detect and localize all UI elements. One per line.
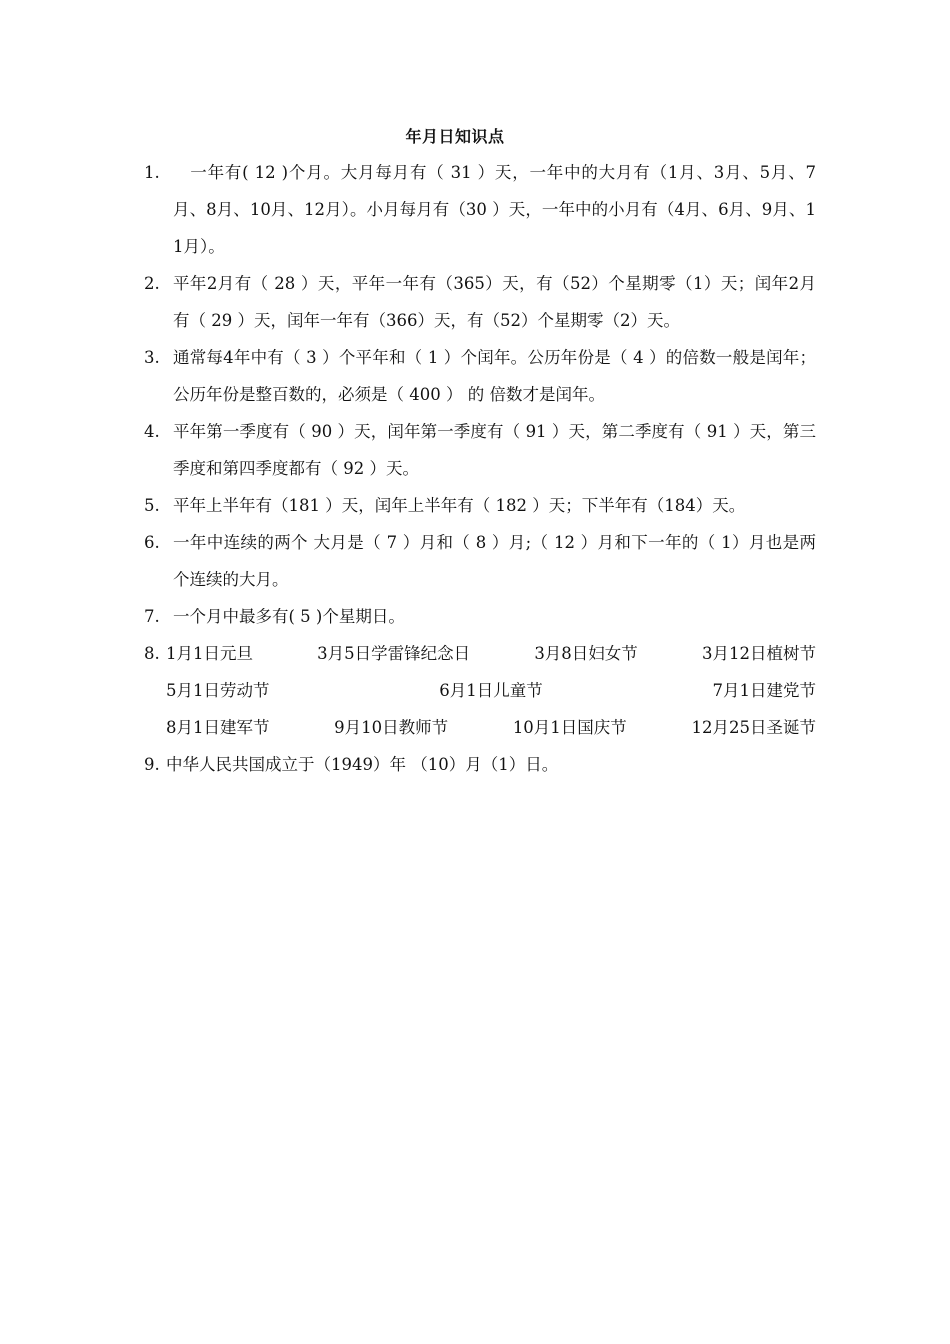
festival-entry: 7月1日建党节: [712, 681, 816, 700]
festival-entry: 3月12日植树节: [701, 644, 816, 663]
item-text: 平年第一季度有（ 90 ）天，闰年第一季度有（ 91 ）天，第二季度有（ 91 ）天，第三季度和第四季度都有（ 92 ）天。: [173, 422, 816, 478]
festival-row: [166, 635, 816, 672]
festival-entry: 6月1日儿童节: [439, 681, 543, 700]
knowledge-list: [144, 154, 816, 783]
festival-list-item: [144, 635, 816, 746]
festival-row: [166, 709, 816, 746]
item-number: 7.: [144, 607, 160, 626]
item-number: 1.: [144, 163, 160, 182]
page-title: 年月日知识点: [405, 127, 505, 146]
festival-entry: 12月25日圣诞节: [691, 718, 816, 737]
list-item: [144, 487, 816, 524]
item-text: 平年上半年有（181 ）天，闰年上半年有（ 182 ）天；下半年有（184）天。: [173, 496, 746, 515]
item-text: 中华人民共国成立于（1949）年 （10）月（1）日。: [166, 755, 559, 774]
item-text: 一年中连续的两个 大月是（ 7 ）月和（ 8 ）月;（ 12 ）月和下一年的（ 1）月也是两个连续的大月。: [173, 533, 816, 589]
item-number: 6.: [144, 533, 160, 552]
item-text: 一年有( 12 )个月。大月每月有（ 31 ）天，一年中的大月有（1月、3月、5月、7月、8月、10月、12月）。小月每月有（30 ）天，一年中的小月有（4月、6月、9月、11月）。: [173, 163, 816, 256]
festival-entry: 5月1日劳动节: [166, 681, 270, 700]
list-item: [144, 154, 816, 265]
item-number: 8.: [144, 644, 160, 663]
list-item: [144, 524, 816, 598]
item-text: 平年2月有（ 28 ）天，平年一年有（365）天，有（52）个星期零（1）天；闰年2月有（ 29 ）天，闰年一年有（366）天，有（52）个星期零（2）天。: [173, 274, 816, 330]
item-text: 一个月中最多有( 5 )个星期日。: [173, 607, 405, 626]
festival-entries: [166, 635, 816, 746]
list-item: [144, 413, 816, 487]
list-item: [144, 746, 816, 783]
festival-entry: 8月1日建军节: [166, 718, 270, 737]
festival-row: [166, 672, 816, 709]
item-number: 3.: [144, 348, 160, 367]
item-number: 2.: [144, 274, 160, 293]
festival-entry: 1月1日元旦: [166, 644, 253, 663]
festival-entry: 3月8日妇女节: [534, 644, 638, 663]
festival-entry: 3月5日学雷锋纪念日: [317, 644, 471, 663]
list-item: [144, 598, 816, 635]
festival-entry: 9月10日教师节: [334, 718, 449, 737]
item-text: 通常每4年中有（ 3 ）个平年和（ 1 ）个闰年。公历年份是（ 4 ）的倍数一般是闰年；公历年份是整百数的，必须是（ 400 ） 的 倍数才是闰年。: [173, 348, 816, 404]
festival-entry: 10月1日国庆节: [512, 718, 627, 737]
list-item: [144, 265, 816, 339]
list-item: [144, 339, 816, 413]
item-number: 5.: [144, 496, 160, 515]
item-number: 4.: [144, 422, 160, 441]
item-number: 9.: [144, 755, 160, 774]
